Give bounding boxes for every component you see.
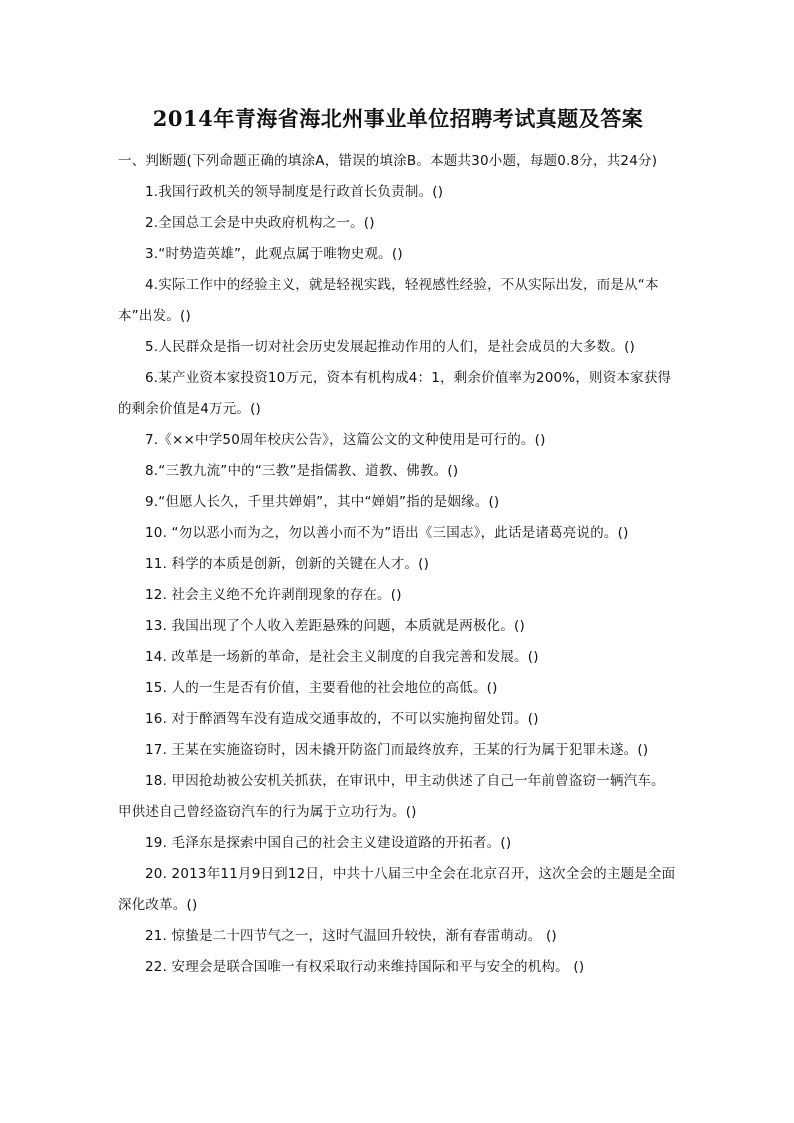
document-page [118,104,678,983]
question-item: 1.我国行政机关的领导制度是行政首长负责制。() [145,184,444,200]
question-item: 5.人民群众是指一切对社会历史发展起推动作用的人们，是社会成员的大多数。() [145,339,636,355]
question-item: 9.“但愿人长久，千里共婵娟”，其中“婵娟”指的是姻缘。() [145,494,500,510]
question-item: 13. 我国出现了个人收入差距悬殊的问题，本质就是两极化。() [145,618,525,634]
question-item: 2.全国总工会是中央政府机构之一。() [145,215,375,231]
question-item: 4.实际工作中的经验主义，就是轻视实践，轻视感性经验，不从实际出发，而是从“本本”出发。() [118,277,659,324]
question-item: 20. 2013年11月9日到12日，中共十八届三中全会在北京召开，这次全会的主题是全面深化改革。() [118,866,676,913]
question-item: 15. 人的一生是否有价值，主要看他的社会地位的高低。() [145,680,498,696]
question-item: 6.某产业资本家投资10万元，资本有机构成4：1，剩余价值率为200%，则资本家获得的剩余价值是4万元。() [118,370,672,417]
question-item: 21. 惊蛰是二十四节气之一，这时气温回升较快，渐有春雷萌动。 () [145,928,557,944]
question-item: 12. 社会主义绝不允许剥削现象的存在。() [145,587,402,603]
section-heading-judgment: 一、判断题(下列命题正确的填涂A，错误的填涂B。本题共30小题，每题0.8分，共24分) [118,153,658,169]
question-item: 17. 王某在实施盗窃时，因未撬开防盗门而最终放弃，王某的行为属于犯罪未遂。() [145,742,649,758]
question-list [118,177,678,983]
document-title: 2014年青海省海北州事业单位招聘考试真题及答案 [152,106,644,131]
question-item: 22. 安理会是联合国唯一有权采取行动来维持国际和平与安全的机构。 () [145,959,585,975]
question-item: 11. 科学的本质是创新，创新的关键在人才。() [145,556,430,572]
question-item: 19. 毛泽东是探索中国自己的社会主义建设道路的开拓者。() [145,835,512,851]
question-item: 3.“时势造英雄”，此观点属于唯物史观。() [145,246,403,262]
question-item: 8.“三教九流”中的“三教”是指儒教、道教、佛教。() [145,463,459,479]
question-item: 7.《××中学50周年校庆公告》，这篇公文的文种使用是可行的。() [145,432,546,448]
question-item: 16. 对于醉酒驾车没有造成交通事故的，不可以实施拘留处罚。() [145,711,539,727]
question-item: 10. “勿以恶小而为之，勿以善小而不为”语出《三国志》，此话是诸葛亮说的。() [145,525,629,541]
question-item: 14. 改革是一场新的革命，是社会主义制度的自我完善和发展。() [145,649,539,665]
question-item: 18. 甲因抢劫被公安机关抓获，在审讯中，甲主动供述了自己一年前曾盗窃一辆汽车。甲供述自己曾经盗窃汽车的行为属于立功行为。() [118,773,665,820]
